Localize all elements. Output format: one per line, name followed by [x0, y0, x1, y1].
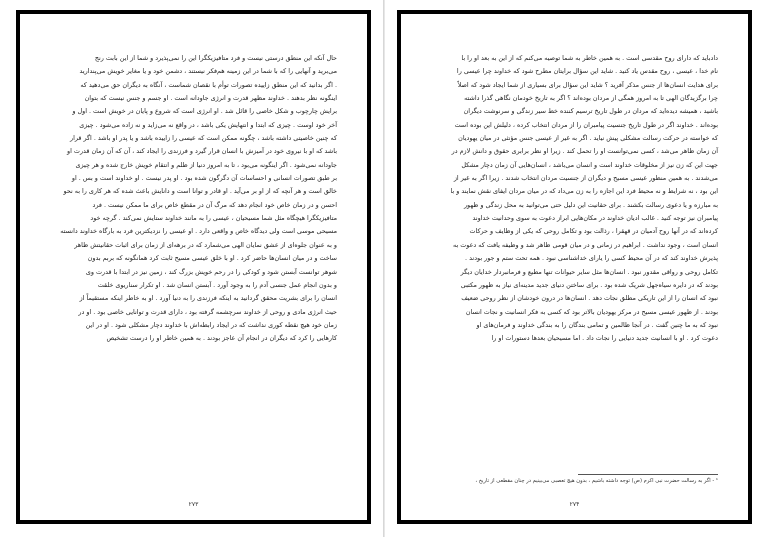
text-line: پذیرش خداوند کند که در آن محیط کسی را یارای خداشناسی نبود . همه تحت ستم و جور بودند . [465, 254, 718, 263]
text-line: مسیحی موسی است ولی دیدگاه خاص و واقعی دارد . او عیسی را نزدیکترین فرد به بارگاه خداوند دانسته [60, 227, 337, 236]
text-line: . اگر بدانید که این منطق زاییده تصورات توأم با نقصان شماست ، آنگاه به دیگران حق می‌دهید که [80, 80, 337, 89]
right-page [397, 10, 752, 524]
text-line: حال آنکه این منطق درستی نیست و فرد متافیزیکگرا این را نمی‌پذیرد و شما از این بابت رنج [94, 54, 337, 62]
text-line: کرده‌اند که در آنها روح آدمیان در قهقرا ، رذالت بود و تکامل روحی که یکی از وظایف و حرکات [469, 227, 718, 236]
text-line: زمان خود هیچ نقطه کوری نداشت که در ایجاد رابطه‌اش با خداوند دچار مشکلی شود . او در این [85, 320, 337, 329]
text-line: متافیزیکگرا هیچگاه مثل شما مسیحیان ، عیسی را به مانند خداوند ستایش نمی‌کند . گرچه خود [90, 214, 337, 223]
left-page-body [50, 52, 337, 346]
text-line: جهت این که زن نیز از مخلوقات خداوند است و انسان می‌باشد ، انسان‌هایی آن زمان دچار مشکل [461, 160, 718, 169]
text-line: کارهایی را کرد که دیگران در انجام آن عاجز بودند . به همین خاطر او را درست تشخیص [106, 334, 337, 343]
text-line: به مبارزه و یا دعوی رسالت بکشند . برای حقانیت این دلیل حتی می‌توانید به محل زندگی و ظهور [463, 200, 718, 209]
text-line: آن زمان ظاهر می‌شد ، کسی نمی‌توانست او را تحمل کند . زیرا او نظر برابری حقوق و دانش لازم در [451, 147, 718, 156]
text-line: نبود که انسان را از این تاریکی مطلق نجات دهد . انسان‌ها در درون خودشان از نظر روحی ضعیف [461, 294, 718, 303]
text-line: بر طبق تصورات انسانی و احساسات آن دگرگون شده بود . او پدر نیست . او خداوند است و بس . او [71, 174, 337, 183]
text-line: آخر خود اوست . چیزی که ابتدا و انتهایش یکی باشد ، در واقع نه می‌زاید و نه زاده می‌شود . چیزی [79, 120, 337, 129]
text-line: بودند . از ظهور عیسی مسیح در مرکز یهودیان بالاتر بود که کسی به فکر انسانیت و نجات انسان [465, 307, 718, 316]
text-line: تکامل روحی و رواقی مقدور نبود . انسان‌ها مثل سایر حیوانات تنها مطیع و فرمانبردار خدایان دیگر [460, 267, 718, 276]
text-line: پیامبران نیز توجه کنید . غالب ادیان خداوند در مکان‌هایی ابراز دعوت به سوی وحدانیت خداوند [472, 214, 718, 223]
right-page-body [431, 52, 718, 346]
text-line: و بدون انجام عمل جنسی آدم را به وجود آورد . آبستن انسان شد . او تکرار سناریوی خلقت [97, 280, 337, 289]
text-line: انسان را برای بشریت محقق گردانید به اینکه فرزندی را به دنیا آورد . او به خاطر اینکه مستقیماً از [79, 294, 337, 303]
text-line: می‌برید و آنهایی را که با شما در این زمینه هم‌فکر نیستند ، دشمن خود و یا مغایر خویش می‌پندارید [79, 67, 337, 76]
text-line: و به عنوان جلوه‌ای از عشق نمایان الهی می‌شمارد که در برهه‌ای از زمان برای اثبات حقانیتش ظاهر [74, 240, 337, 249]
book-gutter [383, 0, 385, 537]
left-page-number: ۲۷۳ [188, 501, 199, 508]
text-line: که خواسته در حرکت رسالت مشکلی پیش نیاید . اگر به غیر از عیسی جنس مؤنثی در میان یهودیان [458, 134, 718, 143]
text-line: خالق است و هر آنچه که از او بر می‌آید . او قادر و توانا است و دانایش باعث شده که هر کاری را به نحو [63, 187, 337, 196]
text-line: دادباید که دارای روح مقدسی است . به همین خاطر به شما توصیه می‌کنم که از این به بعد او را با [461, 54, 718, 62]
text-line: اینگونه نظر بدهند . خداوند مظهر قدرت و انرژی جاودانه است . او جسم و جنس نیست که بتوان [84, 94, 337, 103]
text-line: این بود ، نه شرایط و نه محیط فرد این اجازه را به زن می‌داد که در میان مردان ایفای نقش نمایند و با [450, 187, 718, 196]
text-line: چرا برگزیدگان الهی تا به امروز همگی از مردان بوده‌اند ؟ اگر به تاریخ خودمان نگاهی گذرا داشته [464, 94, 718, 103]
footnote: ¹ - اگر به رسالت حضرت نبی اکرم (ص) توجه داشته باشیم ، بدون هیچ تعصبی می‌بینیم در چنان مقطعی از تاریخ ، [475, 478, 718, 484]
text-line: باشید ، همیشه دیده‌اید که مردان در طول تاریخ ترسیم کننده خط سیر زندگی و سرنوشت دیگران [463, 107, 718, 116]
footnote-divider [578, 474, 718, 475]
text-line: برای هدایت انسان‌ها از جنس مذکر آفرید ؟ شاید این سؤال برای بسیاری از شما ایجاد شود که اصلاً [457, 80, 718, 89]
text-line: شوهر توانست آبستن شود و کودکی را در رحم خویش بزرگ کند ، زمین نیز در ابتدا با قدرت وی [85, 267, 337, 276]
text-line: می‌شدند . به همین منظور عیسی مسیح و دیگران از جنسیت مردان انتخاب شدند . زیرا اگر به غیر از [453, 174, 718, 183]
text-line: حیث انرژی مادی و روحی از خداوند سرچشمه گرفته بود ، دارای قدرت و توانایی خاصی بود . او در [78, 307, 337, 316]
text-line: که چنین خاصیتی داشته باشد ، چگونه ممکن است که عیسی را زاییده باشد و یا پدر او باشد . اگر قرار [70, 134, 337, 143]
left-page [16, 10, 371, 524]
text-line: احسن و در زمان خاص خود انجام دهد که مرگ آن در مقطع خاص برای ما ممکن نیست . فرد [92, 200, 337, 209]
text-line: ساخت و در میان انسان‌ها حاضر کرد . او با خلق عیسی مسیح ثابت کرد همانگونه که بربم بدون [87, 254, 337, 263]
right-page-number: ۲۷۴ [569, 501, 580, 508]
text-line: باشد که او با نیروی خود در آمیزش با انسان قرار گیرد و فرزندی را ایجاد کند ، آن که آن زمان قدرت او [67, 147, 337, 156]
text-line: نام خدا ، عیسی ، روح مقدس یاد کنید . شاید این سؤال برایتان مطرح شود که خداوند چرا عیسی را [456, 67, 718, 76]
text-line: نبود که به ما چنین گفت . در آنجا ظالمین و تمامی بندگان را به بندگی خداوند و فرمان‌های او [476, 320, 718, 329]
text-line: برایش چارچوب و شکل خاصی را قائل شد . او انرژی است که شروع و پایان در خویش است . اول و [72, 107, 337, 116]
text-line: جاودانه نمی‌شود . اگر اینگونه می‌بود ، تا به امروز دنیا از ظلم و انتقام خویش خارج شده و هر چیزی [75, 160, 337, 169]
text-line: انسان است ، وجود نداشت . ابراهیم در زمانی و در میان قومی ظاهر شد و وظیفه یافت که دعوت به [453, 240, 718, 249]
text-line: بوده‌اند . خداوند اگر در طول تاریخ جنسیت پیامبران را از مردان انتخاب کرده ، دلیلش این بوده است [454, 120, 718, 129]
text-line: بودند که در دایره سیاه‌جهل شریک شده بود . برای ساختن دنیای جدید مدینه‌ای نیاز به ظهور مکتبی [460, 280, 718, 289]
text-line: دعوت کرد . او با انسانیت جدید دنیایی را نجات داد . اما مسیحیان بعدها دستورات او را [491, 334, 718, 343]
